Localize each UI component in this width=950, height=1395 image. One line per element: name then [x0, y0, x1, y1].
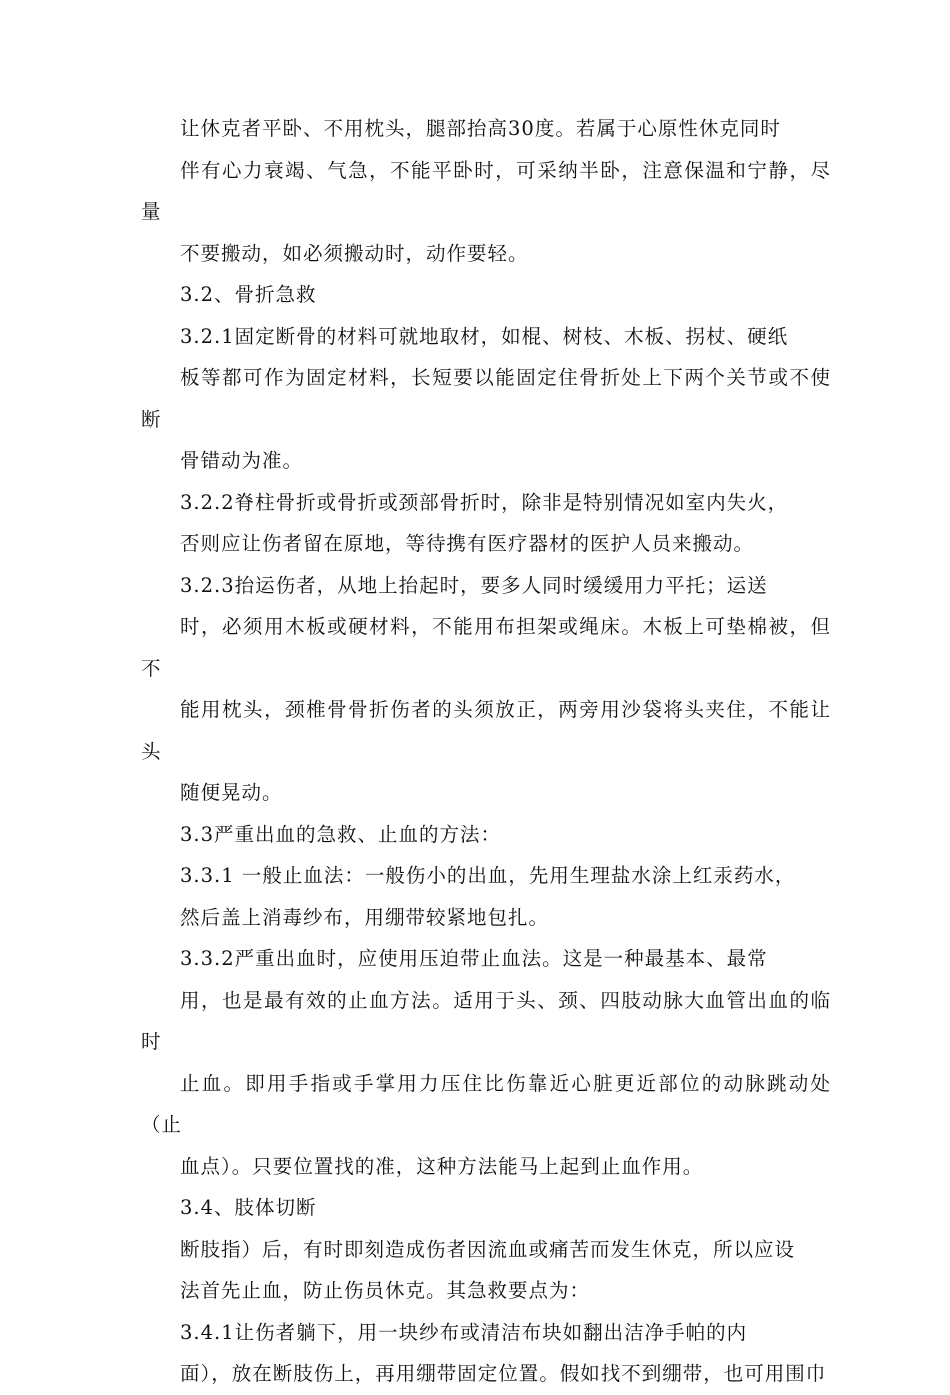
paragraph-p341 — [141, 1312, 831, 1395]
text-line: 用，也是最有效的止血方法。适用于头、颈、四肢动脉大血管出血的临时 — [141, 988, 831, 1053]
text-line: 3.3.1 一般止血法：一般伤小的出血，先用生理盐水涂上红汞药水， — [180, 864, 796, 887]
text-line: 断肢指）后，有时即刻造成伤者因流血或痛苦而发生休克，所以应设 — [180, 1237, 796, 1261]
paragraph-p323 — [141, 565, 831, 814]
paragraph-p1 — [141, 108, 831, 274]
text-line: 不要搬动，如必须搬动时，动作要轻。 — [180, 241, 529, 265]
text-line: 止血。即用手指或手掌用力压住比伤靠近心脏更近部位的动脉跳动处（止 — [141, 1071, 831, 1136]
paragraph-p34 — [141, 1229, 831, 1312]
text-line: 让休克者平卧、不用枕头，腿部抬高30度。若属于心原性休克同时 — [180, 117, 781, 140]
text-line: 否则应让伤者留在原地，等待携有医疗器材的医护人员来搬动。 — [180, 532, 755, 555]
text-line: 面），放在断肢伤上，再用绷带固定位置。假如找不到绷带，也可用围巾 — [180, 1362, 827, 1385]
paragraph-p332 — [141, 938, 831, 1187]
text-line: 3.3.2严重出血时，应使用压迫带止血法。这是一种最基本、最常 — [180, 947, 768, 970]
paragraph-h33 — [141, 814, 831, 856]
text-line: 3.2.1固定断骨的材料可就地取材，如棍、树枝、木板、拐杖、硬纸 — [180, 324, 789, 348]
text-line: 3.2.3抬运伤者，从地上抬起时，要多人同时缓缓用力平托；运送 — [180, 573, 768, 597]
paragraph-h34 — [141, 1187, 831, 1229]
text-line: 伴有心力衰竭、气急，不能平卧时，可采纳半卧，注意保温和宁静，尽量 — [141, 158, 831, 223]
text-line: 时，必须用木板或硬材料，不能用布担架或绳床。木板上可垫棉被，但不 — [141, 615, 831, 680]
text-line: 血点）。只要位置找的准，这种方法能马上起到止血作用。 — [180, 1154, 704, 1178]
text-line: 能用枕头，颈椎骨骨折伤者的头须放正，两旁用沙袋将头夹住，不能让头 — [141, 698, 831, 763]
text-line: 法首先止血，防止伤员休克。其急救要点为： — [180, 1279, 591, 1302]
text-line: 板等都可作为固定材料，长短要以能固定住骨折处上下两个关节或不使断 — [141, 366, 831, 431]
text-line: 3.2.2脊柱骨折或骨折或颈部骨折时，除非是特别情况如室内失火， — [180, 490, 789, 514]
text-line: 3.3严重出血的急救、止血的方法： — [180, 822, 502, 846]
text-line: 3.2、骨折急救 — [180, 283, 317, 306]
text-line: 骨错动为准。 — [180, 449, 304, 472]
text-line: 随便晃动。 — [180, 781, 283, 804]
text-line: 然后盖上消毒纱布，用绷带较紧地包扎。 — [180, 905, 550, 929]
text-line: 3.4、肢体切断 — [180, 1196, 317, 1219]
paragraph-h32 — [141, 274, 831, 316]
text-line: 3.4.1让伤者躺下，用一块纱布或清洁布块如翻出洁净手帕的内 — [180, 1320, 748, 1344]
paragraph-p322 — [141, 482, 831, 565]
paragraph-p331 — [141, 855, 831, 938]
paragraph-p321 — [141, 316, 831, 482]
document-body — [141, 108, 831, 1395]
